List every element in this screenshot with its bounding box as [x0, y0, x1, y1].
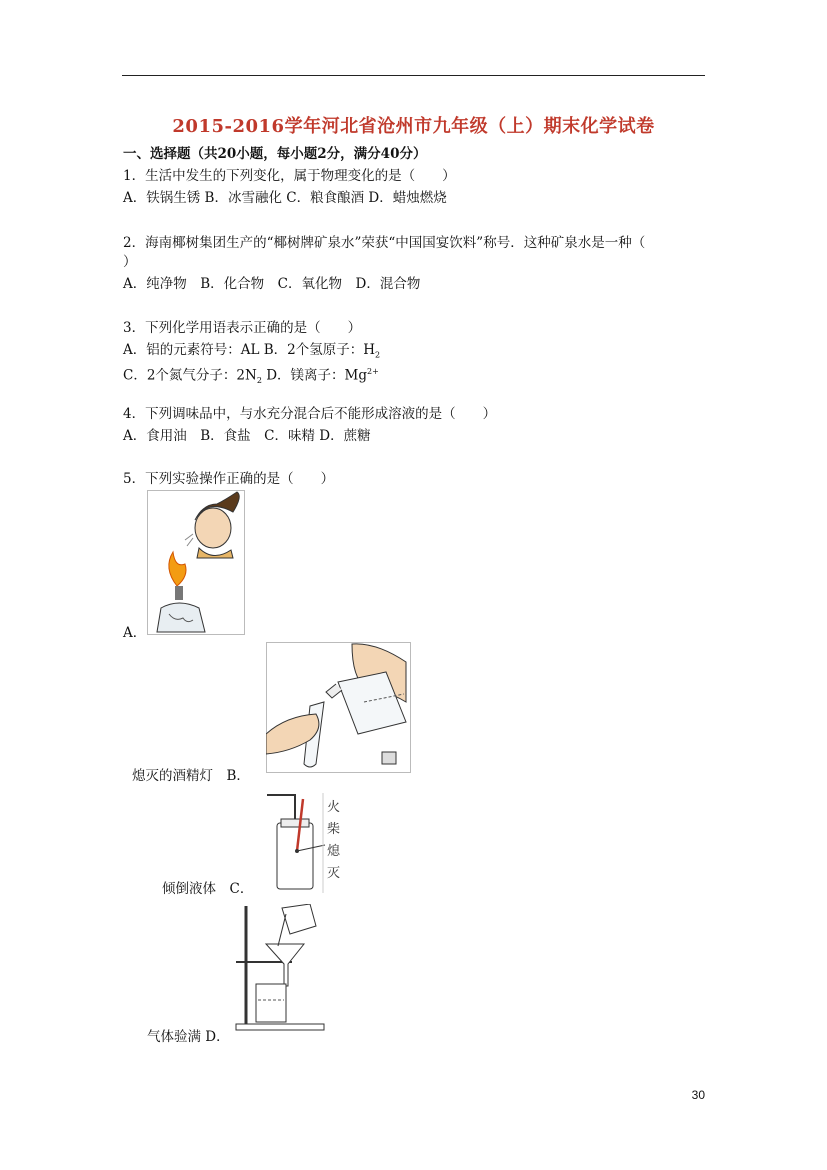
q1-options: A．铁锅生锈 B．冰雪融化 C．粮食酿酒 D．蜡烛燃烧 [123, 190, 447, 206]
q2-stem-cont: ） [123, 254, 137, 270]
q1-stem: 1．生活中发生的下列变化，属于物理变化的是（ ） [123, 168, 456, 184]
figure-gas-test [265, 793, 347, 893]
q5-caption-a-label-b: 熄灭的酒精灯 B． [132, 768, 250, 784]
figure-pouring-liquid [266, 642, 413, 774]
section-heading: 一、选择题（共20小题，每小题2分，满分40分） [123, 146, 427, 162]
header-rule [122, 75, 705, 76]
q2-stem: 2．海南椰树集团生产的“椰树牌矿泉水”荣获“中国国宴饮料”称号．这种矿泉水是一种（ [123, 235, 646, 251]
q3-options-ab: A．铝的元素符号：AL B．2个氢原子：$H_2$ [123, 342, 381, 360]
figure-blowing-lamp [147, 490, 247, 636]
q4-stem: 4．下列调味品中，与水充分混合后不能形成溶液的是（ ） [123, 406, 497, 422]
figure-filtration [232, 904, 328, 1034]
q3-stem: 3．下列化学用语表示正确的是（ ） [123, 320, 362, 336]
q5-label-a: A． [123, 625, 147, 641]
figure-c-text-2: 柴 [327, 822, 341, 837]
figure-c-text-3: 熄 [327, 844, 341, 859]
figure-c-text-4: 灭 [327, 866, 341, 881]
q3-options-cd: C．2个氮气分子：$2N_2$ D．镁离子：$Mg^{2+}$ [123, 367, 379, 386]
q5-caption-b-label-c: 倾倒液体 C． [162, 881, 254, 897]
exam-title: 2015-2016学年河北省沧州市九年级（上）期末化学试卷 [172, 116, 655, 137]
q5-stem: 5．下列实验操作正确的是（ ） [123, 471, 335, 487]
page-number: 30 [691, 1088, 705, 1102]
q5-caption-c-label-d: 气体验满 D． [147, 1029, 230, 1045]
q2-options: A．纯净物 B．化合物 C．氧化物 D．混合物 [123, 276, 421, 292]
q4-options: A．食用油 B．食盐 C．味精 D．蔗糖 [123, 428, 371, 444]
figure-c-text-1: 火 [327, 800, 341, 815]
